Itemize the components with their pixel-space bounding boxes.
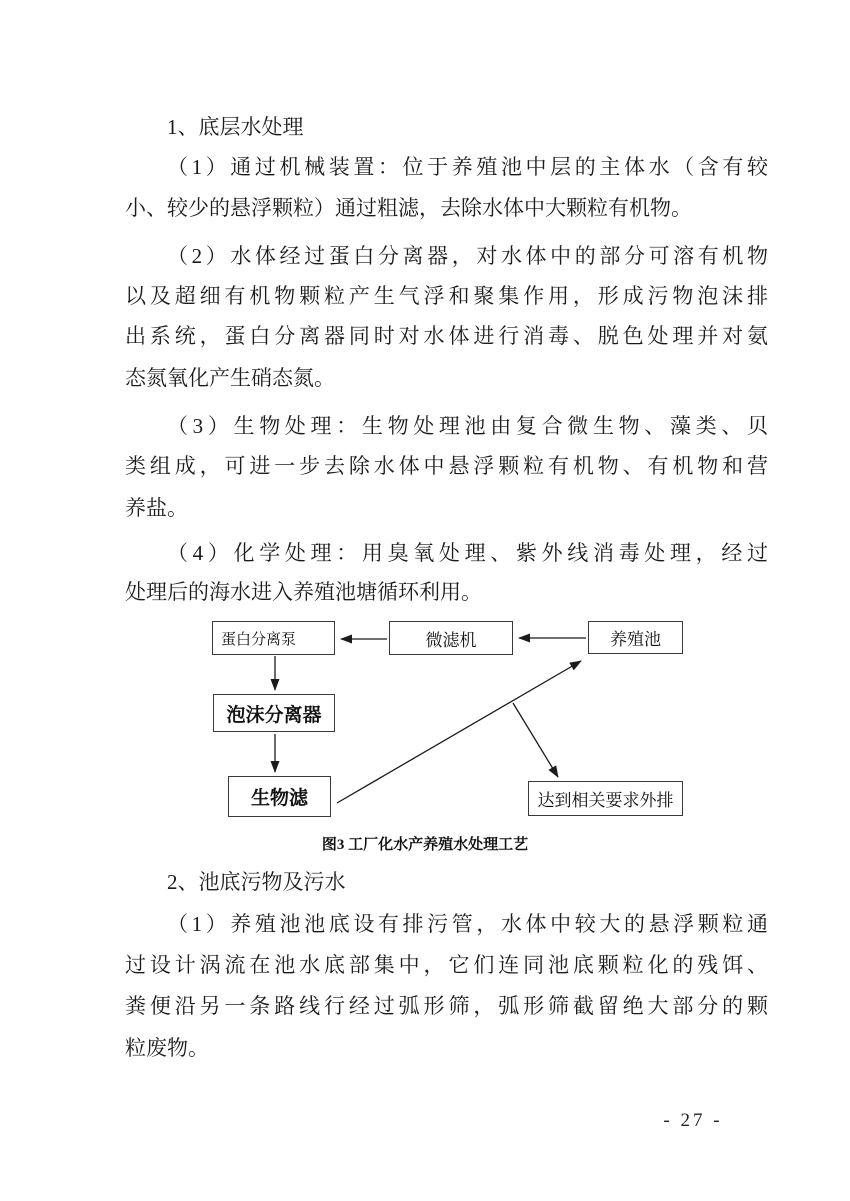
flowchart-figure	[0, 610, 850, 840]
flow-arrow-bio-filter-line-to-discharge	[513, 703, 558, 777]
text-line: （3）生物处理：生物处理池由复合微生物、藻类、贝	[167, 414, 768, 438]
node-protein-separator-pump: 蛋白分离泵	[212, 621, 335, 655]
text-line: 类组成，可进一步去除水体中悬浮颗粒有机物、有机物和营	[125, 454, 768, 478]
text-line: 态氮氧化产生硝态氮。	[125, 366, 335, 390]
text-line: 过设计涡流在池水底部集中，它们连同池底颗粒化的残饵、	[125, 953, 768, 977]
text-line: （4）化学处理：用臭氧处理、紫外线消毒处理，经过	[167, 541, 768, 565]
text-line: （1）养殖池池底设有排污管，水体中较大的悬浮颗粒通	[167, 912, 768, 936]
text-line: 处理后的海水进入养殖池塘循环利用。	[125, 580, 482, 604]
node-culture-pond: 养殖池	[588, 621, 683, 654]
section-heading: 2、池底污物及污水	[167, 870, 346, 894]
text-line: （2）水体经过蛋白分离器，对水体中的部分可溶有机物	[167, 244, 768, 268]
text-line: 以及超细有机物颗粒产生气浮和聚集作用，形成污物泡沫排	[125, 284, 768, 308]
text-line: 出系统，蛋白分离器同时对水体进行消毒、脱色处理并对氨	[125, 324, 768, 348]
text-line: 小、较少的悬浮颗粒）通过粗滤，去除水体中大颗粒有机物。	[125, 196, 692, 220]
node-microfilter: 微滤机	[389, 621, 513, 655]
text-line: 养盐。	[125, 496, 188, 520]
page-number: - 27 -	[663, 1110, 723, 1131]
text-line: （1）通过机械装置：位于养殖池中层的主体水（含有较	[167, 155, 768, 179]
section-heading: 1、底层水处理	[167, 115, 304, 139]
node-foam-separator: 泡沫分离器	[213, 694, 335, 732]
text-line: 粪便沿另一条路线行经过弧形筛，弧形筛截留绝大部分的颗	[125, 994, 768, 1018]
node-bio-filter: 生物滤	[228, 776, 331, 817]
text-line: 粒废物。	[125, 1036, 209, 1060]
figure-caption: 图3 工厂化水产养殖水处理工艺	[321, 837, 529, 853]
node-discharge: 达到相关要求外排	[528, 781, 683, 816]
